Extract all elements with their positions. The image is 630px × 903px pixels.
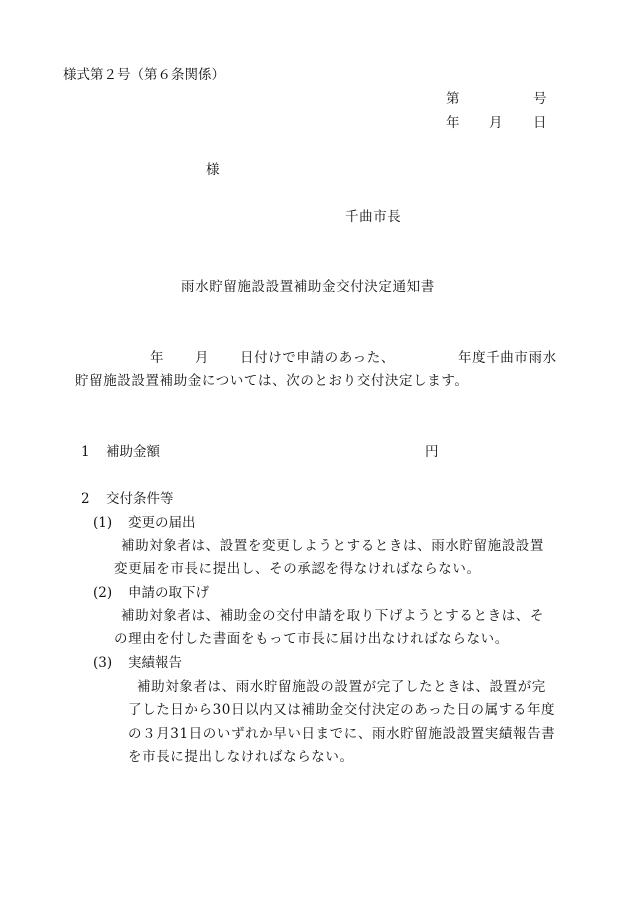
date-year: 年 [446, 115, 460, 131]
document-number-suffix: 号 [533, 91, 547, 107]
issuer: 千曲市長 [345, 209, 402, 225]
conditions-number: 2 [81, 491, 90, 507]
conditions-heading: 交付条件等 [106, 491, 174, 507]
intro-fiscal-text: 年度千曲市雨水 [458, 350, 557, 366]
intro-month: 月 [195, 350, 209, 366]
condition-1-line-1: 補助対象者は、設置を変更しようとするときは、雨水貯留施設設置 [121, 538, 544, 554]
intro-line-2: 貯留施設設置補助金については、次のとおり交付決定します。 [75, 373, 469, 389]
document-title: 雨水貯留施設設置補助金交付決定通知書 [181, 279, 435, 295]
intro-year: 年 [150, 350, 164, 366]
form-label: 様式第２号（第６条関係） [63, 67, 225, 83]
condition-3-title: 実績報告 [128, 655, 182, 671]
condition-2-line-1: 補助対象者は、補助金の交付申請を取り下げようとするときは、そ [121, 608, 544, 624]
date-month: 月 [489, 115, 503, 131]
condition-1-title: 変更の届出 [128, 515, 196, 531]
condition-3-line-1: 補助対象者は、雨水貯留施設の設置が完了したときは、設置が完 [137, 679, 546, 695]
condition-1-line-2: 変更届を市長に提出し、その承認を得なければならない。 [114, 561, 481, 577]
addressee: 様 [206, 162, 220, 178]
condition-3-number: (3) [93, 655, 113, 671]
condition-2-number: (2) [93, 585, 113, 601]
condition-3-line-3: の３月31日のいずれか早い日までに、雨水貯留施設設置実績報告書 [128, 726, 556, 742]
intro-day-text: 日付けで申請のあった、 [240, 350, 395, 366]
amount-label: 補助金額 [106, 444, 160, 460]
document-number-prefix: 第 [446, 91, 460, 107]
condition-2-title: 申請の取下げ [128, 585, 209, 601]
condition-3-line-4: を市長に提出しなければならない。 [128, 749, 354, 765]
condition-1-number: (1) [93, 515, 113, 531]
condition-3-line-2: 了した日から30日以内又は補助金交付決定のあった日の属する年度 [128, 702, 556, 718]
amount-number: 1 [81, 444, 90, 460]
condition-2-line-2: の理由を付した書面をもって市長に届け出なければならない。 [114, 631, 509, 647]
date-day: 日 [533, 115, 547, 131]
amount-unit: 円 [425, 444, 439, 460]
